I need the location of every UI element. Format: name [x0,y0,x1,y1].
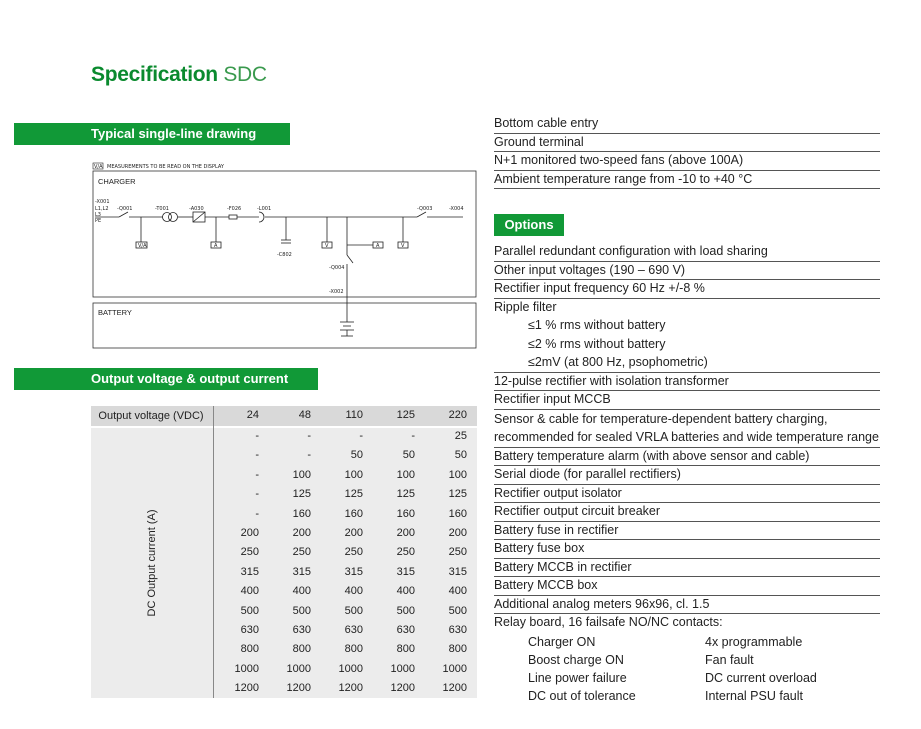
option-item: Sensor & cable for temperature-dependent battery charging, recommended for sealed VRLA batteries and wide temperature range [494,410,880,448]
section-header-options: Options [494,214,564,236]
table-header-voltage: 125 [396,409,415,421]
table-cell: 800 [396,643,415,656]
meter-a1: A [214,243,218,249]
meter-v2: V [401,243,405,249]
table-cell: 1000 [390,662,415,675]
label-q001: -Q001 [117,206,133,212]
options-list [494,243,880,706]
list-item: Bottom cable entry [494,115,880,134]
feature-list [494,115,880,189]
label-l1l2: L1,L2 [95,206,109,212]
title-bold: Specification [91,63,218,86]
table-cell: 160 [448,507,467,520]
label-pe: PE [95,218,102,224]
relay-item: 4x programmable [705,634,803,649]
label-l3: L3 [95,212,101,218]
section-header-drawing: Typical single-line drawing [14,123,290,145]
table-cell: 200 [240,527,259,539]
option-item: Additional analog meters 96x96, cl. 1.5 [494,596,880,615]
option-item: Parallel redundant configuration with load sharing [494,243,880,262]
table-cell: 630 [344,624,363,636]
table-cell: 250 [344,546,363,559]
table-cell: 50 [402,449,415,462]
table-cell: 1200 [286,682,311,695]
table-cell: 315 [448,565,467,578]
table-cell: 400 [344,585,363,598]
table-side-label: DC Output current (A) [146,509,158,617]
table-cell: - [255,430,259,442]
label-a030: -A030 [189,206,204,212]
table-cell: 1200 [442,682,467,695]
option-item: Battery fuse in rectifier [494,522,880,541]
table-header-voltage: 110 [345,409,363,421]
table-cell: 50 [350,449,363,462]
relay-item: DC current overload [705,671,817,686]
table-cell: 250 [292,546,311,559]
table-cell: 500 [292,604,311,617]
output-table [91,406,477,698]
table-cell: - [255,468,259,481]
option-item: Rectifier output isolator [494,485,880,504]
table-cell: 400 [448,585,467,598]
list-item: N+1 monitored two-speed fans (above 100A) [494,152,880,171]
table-cell: 630 [396,624,415,636]
label-x004: -X004 [449,206,464,212]
table-cell: - [359,430,363,442]
option-subitem: ≤1 % rms without battery [528,318,666,332]
option-item: Rectifier output circuit breaker [494,503,880,522]
table-cell: 200 [448,527,467,539]
label-t001: -T001 [155,206,169,212]
table-cell: 800 [240,643,259,656]
table-cell: 250 [240,546,259,559]
option-subitem: ≤2mV (at 800 Hz, psophometric) [494,354,880,373]
table-cell: - [307,449,311,462]
table-cell: 125 [344,488,363,501]
table-cell: 25 [454,430,467,442]
table-cell: 100 [396,468,415,481]
table-cell: 400 [292,585,311,598]
table-header-voltage: 48 [298,409,311,421]
table-cell: 1000 [442,662,467,675]
option-item: Battery MCCB in rectifier [494,559,880,578]
table-cell: 160 [344,507,363,520]
label-c802: -C802 [277,252,292,258]
table-cell: - [255,449,259,462]
option-item: Other input voltages (190 – 690 V) [494,262,880,281]
table-cell: - [411,430,415,442]
table-header-row [91,406,477,426]
table-cell: 50 [454,449,467,462]
list-item: Ambient temperature range from -10 to +40 °C [494,171,880,190]
table-cell: 100 [292,468,311,481]
table-cell: 200 [396,527,415,539]
list-item: Ground terminal [494,134,880,153]
title-model: SDC [223,63,267,86]
label-x002: -X002 [329,289,344,295]
table-cell: 800 [344,643,363,656]
table-cell: - [307,430,311,442]
table-header-voltage: 24 [246,409,259,421]
page-title [91,63,267,87]
option-item: Battery MCCB box [494,577,880,596]
label-f026: -F026 [227,206,242,212]
table-cell: 125 [448,488,467,501]
option-item: 12-pulse rectifier with isolation transformer [494,373,880,392]
table-cell: 200 [344,527,363,539]
table-cell: - [255,507,259,520]
table-cell: 160 [292,507,311,520]
relay-item: Line power failure [528,671,627,686]
diagram-note-va: V/A [94,164,103,170]
table-cell: 1000 [286,662,311,675]
label-q004: -Q004 [329,265,345,271]
table-cell: 315 [292,565,311,578]
option-item: Relay board, 16 failsafe NO/NC contacts: [494,615,723,629]
table-cell: 800 [448,643,467,656]
label-q003: -Q003 [417,206,433,212]
table-cell: 200 [292,527,311,539]
relay-item: Internal PSU fault [705,689,803,704]
table-header-voltage: 220 [448,409,467,421]
diagram-wiring [95,212,463,336]
option-item: Rectifier input MCCB [494,391,880,410]
table-header-label: Output voltage (VDC) [98,410,204,422]
option-item: Battery temperature alarm (with above sensor and cable) [494,448,880,467]
relay-item: Fan fault [705,652,754,667]
table-cell: 100 [344,468,363,481]
table-cell: 1000 [338,662,363,675]
table-cell: 800 [292,643,311,656]
table-cell: 500 [448,604,467,617]
table-cell: 315 [344,565,363,578]
table-cell: 1200 [390,682,415,695]
table-cell: 1200 [338,682,363,695]
table-cell: 100 [448,468,467,481]
meter-a2: A [376,243,380,249]
option-item: Rectifier input frequency 60 Hz +/-8 % [494,280,880,299]
meter-va: V/A [138,243,147,249]
section-header-output: Output voltage & output current [14,368,318,390]
table-cell: 315 [240,565,259,578]
table-cell: 500 [240,604,259,617]
table-cell: 630 [240,624,259,636]
option-item: Battery fuse box [494,540,880,559]
table-cell: 1200 [234,682,259,695]
diagram-charger-label: CHARGER [98,177,136,186]
diagram-battery-label: BATTERY [98,308,132,317]
table-cell: 1000 [234,662,259,675]
table-cell: 400 [240,585,259,598]
table-cell: 400 [396,585,415,598]
table-cell: 250 [448,546,467,559]
table-cell: 630 [292,624,311,636]
label-x001: -X001 [95,199,110,205]
diagram-note: MEASUREMENTS TO BE READ ON THE DISPLAY [107,164,224,170]
table-cell: 250 [396,546,415,559]
table-cell: 500 [344,604,363,617]
option-item: Ripple filter [494,299,557,314]
table-cell: 125 [396,488,415,501]
option-item: Serial diode (for parallel rectifiers) [494,466,880,485]
single-line-diagram [91,160,477,350]
table-cell: 500 [396,604,415,617]
option-subitem: ≤2 % rms without battery [528,336,666,351]
table-cell: 630 [448,624,467,636]
relay-item: Boost charge ON [528,652,624,667]
relay-item: DC out of tolerance [528,689,636,704]
relay-contacts-grid [494,633,880,706]
table-cell: 125 [292,488,311,501]
meter-v1: V [325,243,329,249]
relay-item: Charger ON [528,634,596,649]
table-cell: 160 [396,507,415,520]
label-l001: -L001 [257,206,272,212]
table-cell: - [255,488,259,501]
table-cell: 315 [396,565,415,578]
